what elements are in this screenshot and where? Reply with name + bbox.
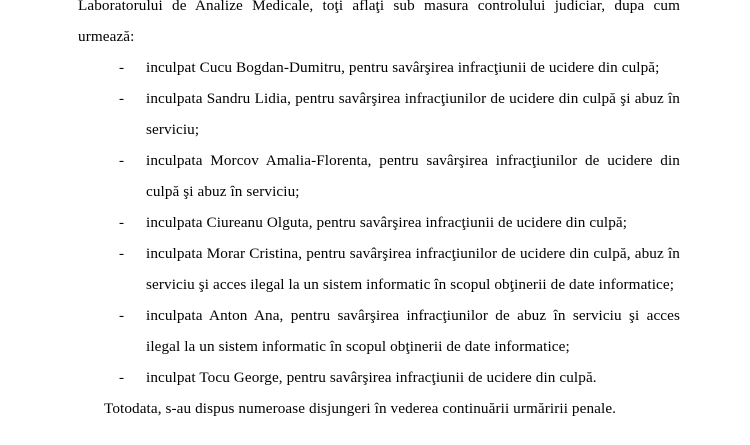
list-item [78,238,680,300]
list-item-label: inculpata Anton Ana, pentru savârşirea infracţiunilor de abuz în serviciu şi acces ilegal la un sistem informatic în scopul obţinerii de date informatice; [146,307,680,355]
list-item-marker: - [119,214,125,231]
list-item [78,145,680,207]
defendants-list [78,52,680,393]
list-item-label: inculpata Ciureanu Olguta, pentru savârşirea infracţiunii de ucidere din culpă; [146,214,628,231]
list-item-label: inculpat Cucu Bogdan-Dumitru, pentru savârşirea infracţiunii de ucidere din culpă; [146,59,660,76]
list-item-label: inculpat Tocu George, pentru savârşirea infracţiunii de ucidere din culpă. [146,369,597,386]
document-body [78,0,680,424]
list-item-marker: - [119,59,125,76]
list-item-marker: - [119,90,125,107]
list-item-marker: - [119,369,125,386]
list-item-label: inculpata Morcov Amalia-Florenta, pentru savârşirea infracţiunilor de ucidere din culpă şi abuz în serviciu; [146,152,680,200]
list-item [78,207,680,238]
list-item [78,52,680,83]
list-item-marker: - [119,307,125,324]
list-item-label: inculpata Sandru Lidia, pentru savârşirea infracţiunilor de ucidere din culpă şi abuz în serviciu; [146,90,680,138]
list-item-marker: - [119,152,125,169]
list-item [78,300,680,362]
closing-paragraph: Totodata, s-au dispus numeroase disjungeri în vederea continuării urmăririi penale. [104,400,617,417]
list-item [78,362,680,393]
list-item [78,83,680,145]
list-item-marker: - [119,245,125,262]
list-item-label: inculpata Morar Cristina, pentru savârşirea infracţiunilor de ucidere din culpă, abuz în serviciu şi acces ilegal la un sistem informatic în scopul obţinerii de date informatice; [146,245,680,293]
intro-paragraph: Laboratorului de Analize Medicale, toţi aflaţi sub masura controlului judiciar, dupa cum urmează: [78,0,680,45]
